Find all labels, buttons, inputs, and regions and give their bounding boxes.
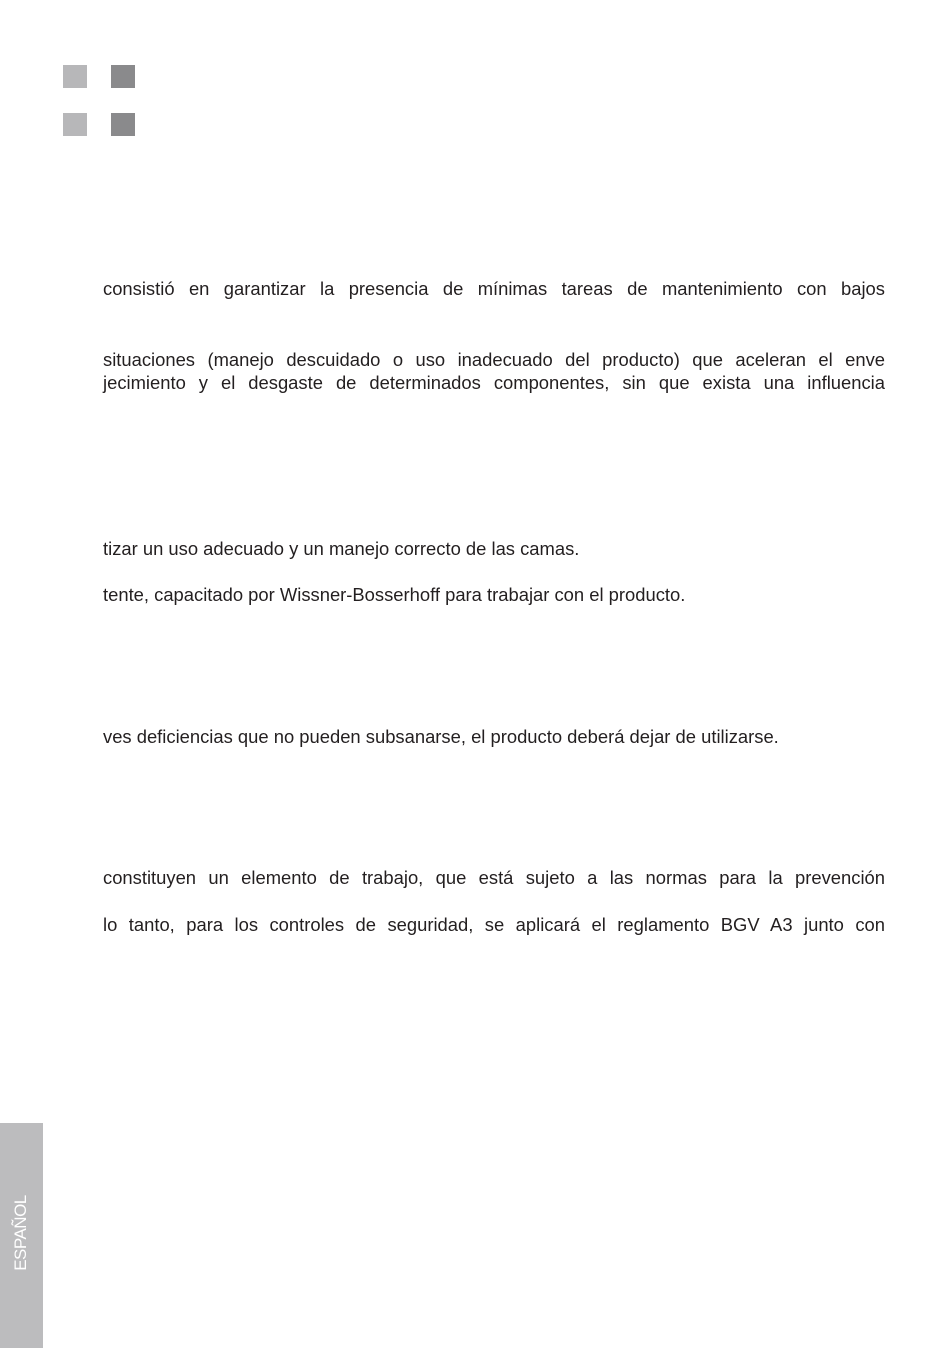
logo-square-bottom-right — [111, 113, 135, 136]
text-line: situaciones (manejo descuidado o uso inadecuado del producto) que aceleran el enve — [103, 349, 885, 370]
language-label: ESPAÑOL — [11, 1195, 30, 1271]
text-line: tente, capacitado por Wissner-Bosserhoff para trabajar con el producto. — [103, 584, 686, 605]
logo-square-top-left — [63, 65, 87, 88]
text-line: constituyen un elemento de trabajo, que está sujeto a las normas para la prevención — [103, 867, 885, 888]
logo-square-top-right — [111, 65, 135, 88]
text-line: consistió en garantizar la presencia de mínimas tareas de mantenimiento con bajos — [103, 278, 885, 299]
logo-squares — [63, 65, 137, 137]
text-line: tizar un uso adecuado y un manejo correcto de las camas. — [103, 538, 580, 559]
text-line: ves deficiencias que no pueden subsanarse, el producto deberá dejar de utilizarse. — [103, 726, 779, 747]
logo-square-bottom-left — [63, 113, 87, 136]
text-line: jecimiento y el desgaste de determinados componentes, sin que exista una influencia — [103, 372, 885, 393]
text-line: lo tanto, para los controles de seguridad, se aplicará el reglamento BGV A3 junto con — [103, 914, 885, 935]
